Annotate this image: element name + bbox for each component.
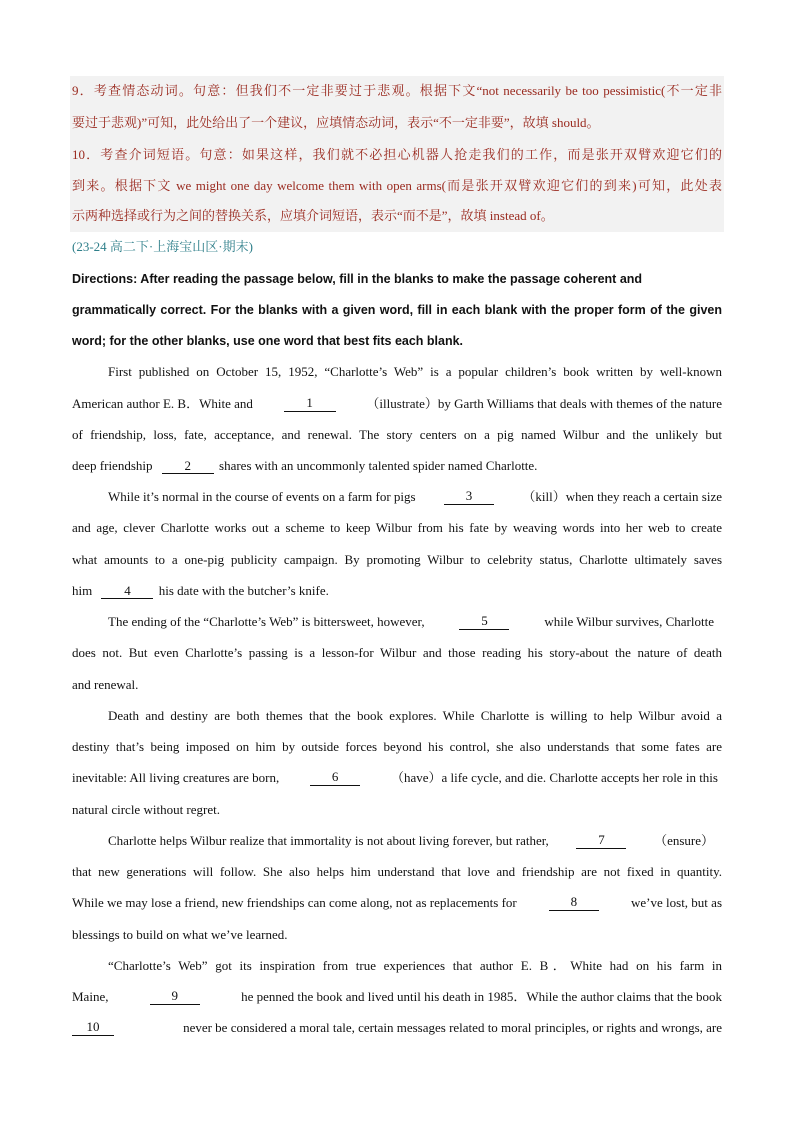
explanation-9-line-2: 要过于悲观)”可知，此处给出了一个建议，应填情态动词，表示“不一定非要”，故填 should。 [72, 115, 600, 130]
blank-2[interactable]: 2 [162, 459, 214, 474]
p2-line-2: and age, clever Charlotte works out a scheme to keep Wilbur from his fate by weaving words into her web to create [72, 520, 722, 535]
p6-line-2 [72, 989, 722, 1005]
p5-text: While we may lose a friend, new friendships can come along, not as replacements for [72, 895, 517, 910]
p3-line-2: does not. But even Charlotte’s passing is a lesson-for Wilbur and those reading his story-about the nature of death [72, 645, 722, 660]
blank-8[interactable]: 8 [549, 895, 599, 911]
directions-line-1: Directions: After reading the passage below, fill in the blanks to make the passage coherent and [72, 272, 643, 286]
p1-line-1: First published on October 15, 1952, “Charlotte’s Web” is a popular children’s book written by well-known [108, 364, 722, 379]
p5-line-1 [108, 833, 714, 849]
p4-text: inevitable: All living creatures are born, [72, 770, 280, 785]
p5-line-4: blessings to build on what we’ve learned. [72, 927, 288, 942]
blank-1[interactable]: 1 [284, 396, 336, 412]
p6-line-3 [72, 1020, 722, 1036]
p5-text: （ensure） [654, 833, 714, 848]
directions-line-2: grammatically correct. For the blanks with a given word, fill in each blank with the proper form of the given [72, 303, 722, 317]
p1-text: shares with an uncommonly talented spider named Charlotte. [219, 458, 538, 473]
source-label: (23-24 高二下·上海宝山区·期末) [72, 239, 253, 254]
directions-line-3: word; for the other blanks, use one word that best fits each blank. [72, 334, 464, 348]
p3-line-1 [108, 614, 714, 630]
p1-text: American author E. B．White and [72, 396, 253, 411]
p2-line-3: what amounts to a one-pig publicity campaign. By promoting Wilbur to celebrity status, Charlotte ultimately saves [72, 552, 722, 567]
p3-text: while Wilbur survives, Charlotte [544, 614, 714, 629]
p1-line-4 [72, 458, 537, 474]
blank-3[interactable]: 3 [444, 489, 494, 505]
p4-line-2: destiny that’s being imposed on him by outside forces beyond his control, she also understands that some fates are [72, 739, 722, 754]
p4-line-3 [72, 770, 718, 786]
explanation-10-line-3: 示两种选择或行为之间的替换关系，应填介词短语，表示“而不是”，故填 instead of。 [72, 208, 554, 223]
p2-line-1 [108, 489, 722, 505]
p6-text: he penned the book and lived until his death in 1985．While the author claims that the book [241, 989, 722, 1004]
p5-text: Charlotte helps Wilbur realize that immortality is not about living forever, but rather, [108, 833, 549, 848]
p2-text: While it’s normal in the course of events on a farm for pigs [108, 489, 416, 504]
p6-text: Maine, [72, 989, 109, 1004]
p6-line-1: “Charlotte’s Web” got its inspiration from true experiences that author E. B．White had on his farm in [108, 958, 722, 973]
blank-10[interactable]: 10 [72, 1020, 114, 1036]
p6-text: never be considered a moral tale, certain messages related to moral principles, or rights and wrongs, are [183, 1020, 722, 1035]
p5-line-2: that new generations will follow. She also helps him understand that love and friendship are not fixed in quantity. [72, 864, 722, 879]
p1-text: （illustrate）by Garth Williams that deals with themes of the nature [366, 396, 722, 411]
blank-4[interactable]: 4 [101, 584, 153, 599]
p3-text: The ending of the “Charlotte’s Web” is bittersweet, however, [108, 614, 425, 629]
p3-line-3: and renewal. [72, 677, 139, 692]
p2-text: him [72, 583, 93, 598]
p2-line-4 [72, 583, 329, 599]
explanation-10-line-2: 到来。根据下文 we might one day welcome them with open arms(而是张开双臂欢迎它们的到来)可知，此处表 [72, 178, 722, 193]
p1-text: deep friendship [72, 458, 153, 473]
explanation-9-line-1: 9．考查情态动词。句意：但我们不一定非要过于悲观。根据下文“not necessarily be too pessimistic(不一定非 [72, 83, 722, 98]
p4-line-1: Death and destiny are both themes that the book explores. While Charlotte is willing to help Wilbur avoid a [108, 708, 722, 723]
blank-5[interactable]: 5 [459, 614, 509, 630]
p4-text: （have）a life cycle, and die. Charlotte accepts her role in this [390, 770, 718, 785]
p5-line-3 [72, 895, 722, 911]
p4-line-4: natural circle without regret. [72, 802, 220, 817]
explanation-10-line-1: 10．考查介词短语。句意：如果这样，我们就不必担心机器人抢走我们的工作，而是张开双臂欢迎它们的 [72, 147, 722, 162]
p1-line-2 [72, 396, 722, 412]
p1-line-3: of friendship, loss, fate, acceptance, and renewal. The story centers on a pig named Wilbur and the unlikely but [72, 427, 722, 442]
blank-7[interactable]: 7 [576, 833, 626, 849]
p5-text: we’ve lost, but as [631, 895, 722, 910]
blank-6[interactable]: 6 [310, 770, 360, 786]
blank-9[interactable]: 9 [150, 989, 200, 1005]
p2-text: （kill）when they reach a certain size [522, 489, 722, 504]
p2-text: his date with the butcher’s knife. [158, 583, 329, 598]
